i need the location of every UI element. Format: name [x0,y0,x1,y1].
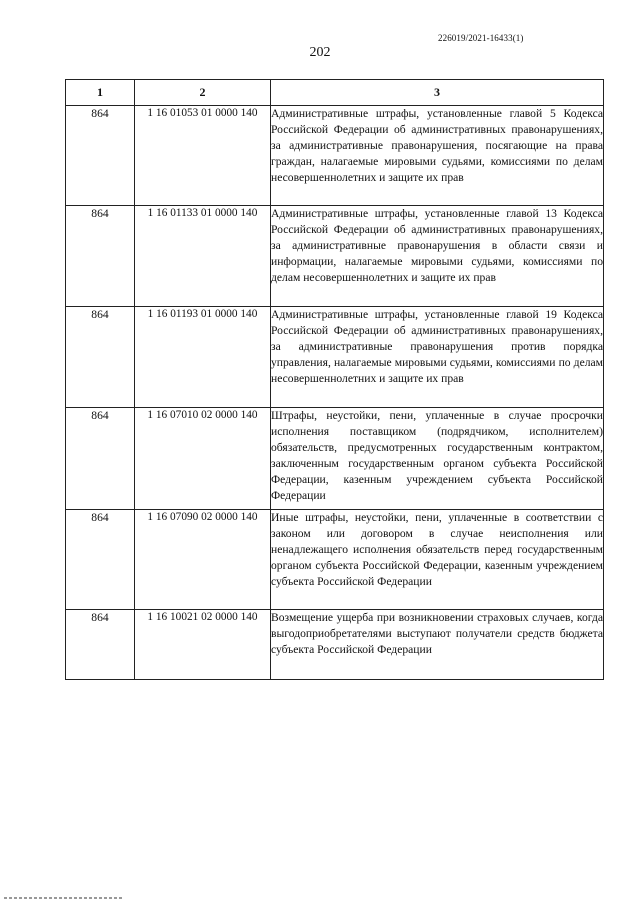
column-header-3: 3 [271,80,604,106]
administrator-code: 864 [66,610,135,680]
revenue-description: Иные штрафы, неустойки, пени, уплаченные в соответствии с законом или договором в случае неисполнения или ненадлежащего исполнения обязательств перед государственным органом субъекта Российской Федерации, казенным учреждением субъекта Российской Федерации [271,510,604,610]
budget-classification-code: 1 16 10021 02 0000 140 [135,610,271,680]
table-row [66,610,604,680]
budget-classification-code: 1 16 07010 02 0000 140 [135,408,271,510]
administrator-code: 864 [66,408,135,510]
administrator-code: 864 [66,510,135,610]
revenue-description: Штрафы, неустойки, пени, уплаченные в случае просрочки исполнения поставщиком (подрядчиком, исполнителем) обязательств, предусмотренных государственным контрактом, заключенным государственным органом субъекта Российской Федерации, казенным учреждением субъекта Российской Федерации [271,408,604,510]
scan-edge-mark [4,897,124,899]
table-row [66,106,604,206]
table-header-row [66,80,604,106]
administrator-code: 864 [66,106,135,206]
column-header-1: 1 [66,80,135,106]
table-row [66,408,604,510]
table-row [66,206,604,307]
revenue-description: Административные штрафы, установленные главой 5 Кодекса Российской Федерации об административных правонарушениях, за административные правонарушения, посягающие на права граждан, налагаемые мировыми судьями, комиссиями по делам несовершеннолетних и защите их прав [271,106,604,206]
revenue-description: Административные штрафы, установленные главой 19 Кодекса Российской Федерации об административных правонарушениях, за административные правонарушения против порядка управления, налагаемые мировыми судьями, комиссиями по делам несовершеннолетних и защите их прав [271,307,604,408]
page-number: 202 [309,45,331,60]
column-header-2: 2 [135,80,271,106]
document-registration-number: 226019/2021-16433(1) [438,33,524,43]
revenue-description: Возмещение ущерба при возникновении страховых случаев, когда выгодоприобретателями выступают получатели средств бюджета субъекта Российской Федерации [271,610,604,680]
revenue-codes-table [65,79,604,680]
table-row [66,510,604,610]
budget-classification-code: 1 16 01193 01 0000 140 [135,307,271,408]
administrator-code: 864 [66,307,135,408]
administrator-code: 864 [66,206,135,307]
budget-classification-code: 1 16 07090 02 0000 140 [135,510,271,610]
revenue-description: Административные штрафы, установленные главой 13 Кодекса Российской Федерации об административных правонарушениях, за административные правонарушения в области связи и информации, налагаемые мировыми судьями, комиссиями по делам несовершеннолетних и защите их прав [271,206,604,307]
table-row [66,307,604,408]
budget-classification-code: 1 16 01053 01 0000 140 [135,106,271,206]
budget-classification-code: 1 16 01133 01 0000 140 [135,206,271,307]
